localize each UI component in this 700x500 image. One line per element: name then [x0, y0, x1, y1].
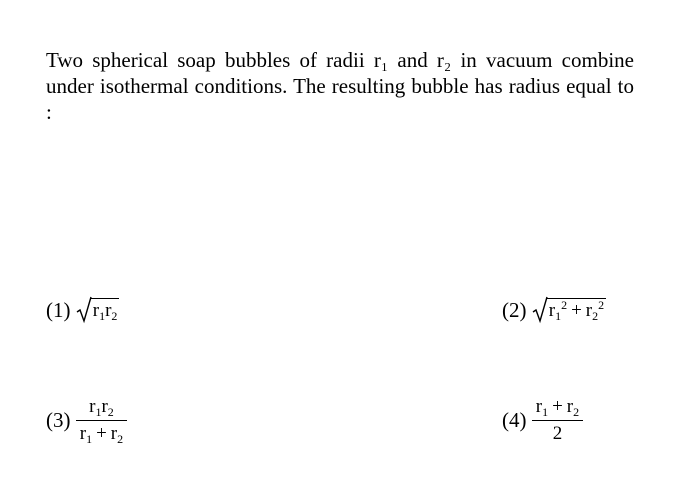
option-1-expression	[76, 298, 120, 322]
fraction-denominator: $r_1 + r_2$	[79, 423, 124, 446]
option-3[interactable]	[46, 396, 127, 445]
option-number: (4)	[502, 408, 527, 432]
radical-sign-icon	[76, 296, 92, 324]
option-2-expression	[532, 298, 606, 322]
option-number: (1)	[46, 297, 71, 322]
square-root: $r_1^2 + r_2^2$	[532, 298, 606, 322]
radical-sign-icon	[532, 296, 548, 324]
fraction	[76, 396, 127, 445]
option-2[interactable]	[502, 296, 606, 323]
square-root: $r_1r_2$	[76, 298, 120, 322]
option-number: (2)	[502, 297, 527, 322]
fraction	[532, 396, 583, 445]
fraction-numerator: $r_1 + r_2$	[535, 396, 580, 419]
fraction-bar	[76, 420, 127, 421]
fraction-numerator: $r_1r_2$	[89, 396, 114, 419]
option-4-expression	[532, 396, 583, 445]
option-3-expression	[76, 396, 127, 445]
fraction-denominator: 2	[552, 423, 563, 444]
option-number: (3)	[46, 408, 71, 432]
fraction-bar	[532, 420, 583, 421]
option-1[interactable]	[46, 296, 119, 323]
question-text: Two spherical soap bubbles of radii r₁ and r₂ in vacuum combine under isothermal conditions. The resulting bubble has radius equal to :	[46, 48, 634, 124]
option-4[interactable]	[502, 396, 583, 445]
